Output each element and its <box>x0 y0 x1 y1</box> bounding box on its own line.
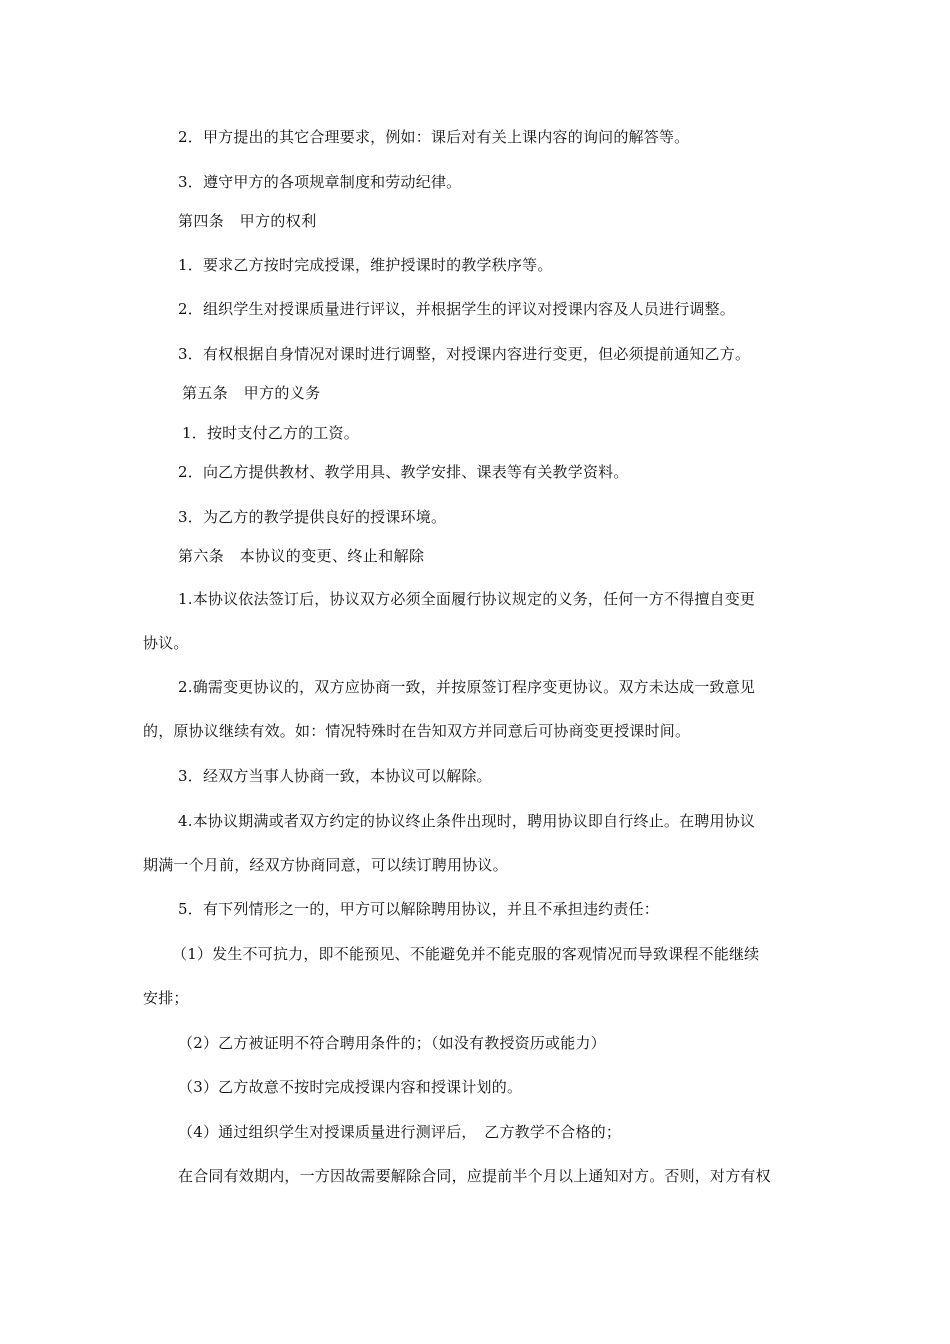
termination-notice-line: 在合同有效期内，一方因故需要解除合同，应提前半个月以上通知对方。否则，对方有权 <box>178 1167 771 1185</box>
article-6-item-2-line-2: 的，原协议继续有效。如：情况特殊时在告知双方并同意后可协商变更授课时间。 <box>143 722 691 740</box>
article-6-subitem-1-line-2: 安排； <box>143 989 189 1007</box>
article-6-item-3: 3．经双方当事人协商一致，本协议可以解除。 <box>178 767 492 785</box>
article-4-heading: 第四条 甲方的权利 <box>178 212 317 230</box>
article-6-subitem-2: （2）乙方被证明不符合聘用条件的；（如没有教授资历或能力） <box>178 1034 606 1052</box>
article-6-item-5: 5．有下列情形之一的，甲方可以解除聘用协议，并且不承担违约责任： <box>178 900 659 918</box>
article-6-subitem-3: （3）乙方故意不按时完成授课内容和授课计划的。 <box>178 1078 523 1096</box>
article-6-item-2-line-1: 2.确需变更协议的，双方应协商一致，并按原签订程序变更协议。双方未达成一致意见 <box>178 678 756 696</box>
article-5-item-2: 2．向乙方提供教材、教学用具、教学安排、课表等有关教学资料。 <box>178 463 629 481</box>
article-6-subitem-1-line-1: （1）发生不可抗力，即不能预见、不能避免并不能克服的客观情况而导致课程不能继续 <box>172 945 760 963</box>
article-6-item-4-line-2: 期满一个月前，经双方协商同意，可以续订聘用协议。 <box>143 856 508 874</box>
article-5-item-3: 3．为乙方的教学提供良好的授课环境。 <box>178 508 447 526</box>
article-4-item-1: 1．要求乙方按时完成授课，维护授课时的教学秩序等。 <box>178 256 553 274</box>
article-4-item-3: 3．有权根据自身情况对课时进行调整，对授课内容进行变更，但必须提前通知乙方。 <box>178 345 751 363</box>
article-6-heading: 第六条 本协议的变更、终止和解除 <box>178 547 425 565</box>
article-6-item-1-line-2: 协议。 <box>143 634 189 652</box>
article-5-heading: 第五条 甲方的义务 <box>182 384 321 402</box>
article-6-item-4-line-1: 4.本协议期满或者双方约定的协议终止条件出现时，聘用协议即自行终止。在聘用协议 <box>178 812 756 830</box>
clause-3-item-2: 2．甲方提出的其它合理要求，例如：课后对有关上课内容的询问的解答等。 <box>178 128 690 146</box>
article-5-item-1: 1．按时支付乙方的工资。 <box>182 424 359 442</box>
article-6-subitem-4: （4）通过组织学生对授课质量进行测评后， 乙方教学不合格的； <box>178 1123 622 1141</box>
article-4-item-2: 2．组织学生对授课质量进行评议，并根据学生的评议对授课内容及人员进行调整。 <box>178 300 735 318</box>
clause-3-item-3: 3．遵守甲方的各项规章制度和劳动纪律。 <box>178 173 462 191</box>
article-6-item-1-line-1: 1.本协议依法签订后，协议双方必须全面履行协议规定的义务，任何一方不得擅自变更 <box>178 590 756 608</box>
